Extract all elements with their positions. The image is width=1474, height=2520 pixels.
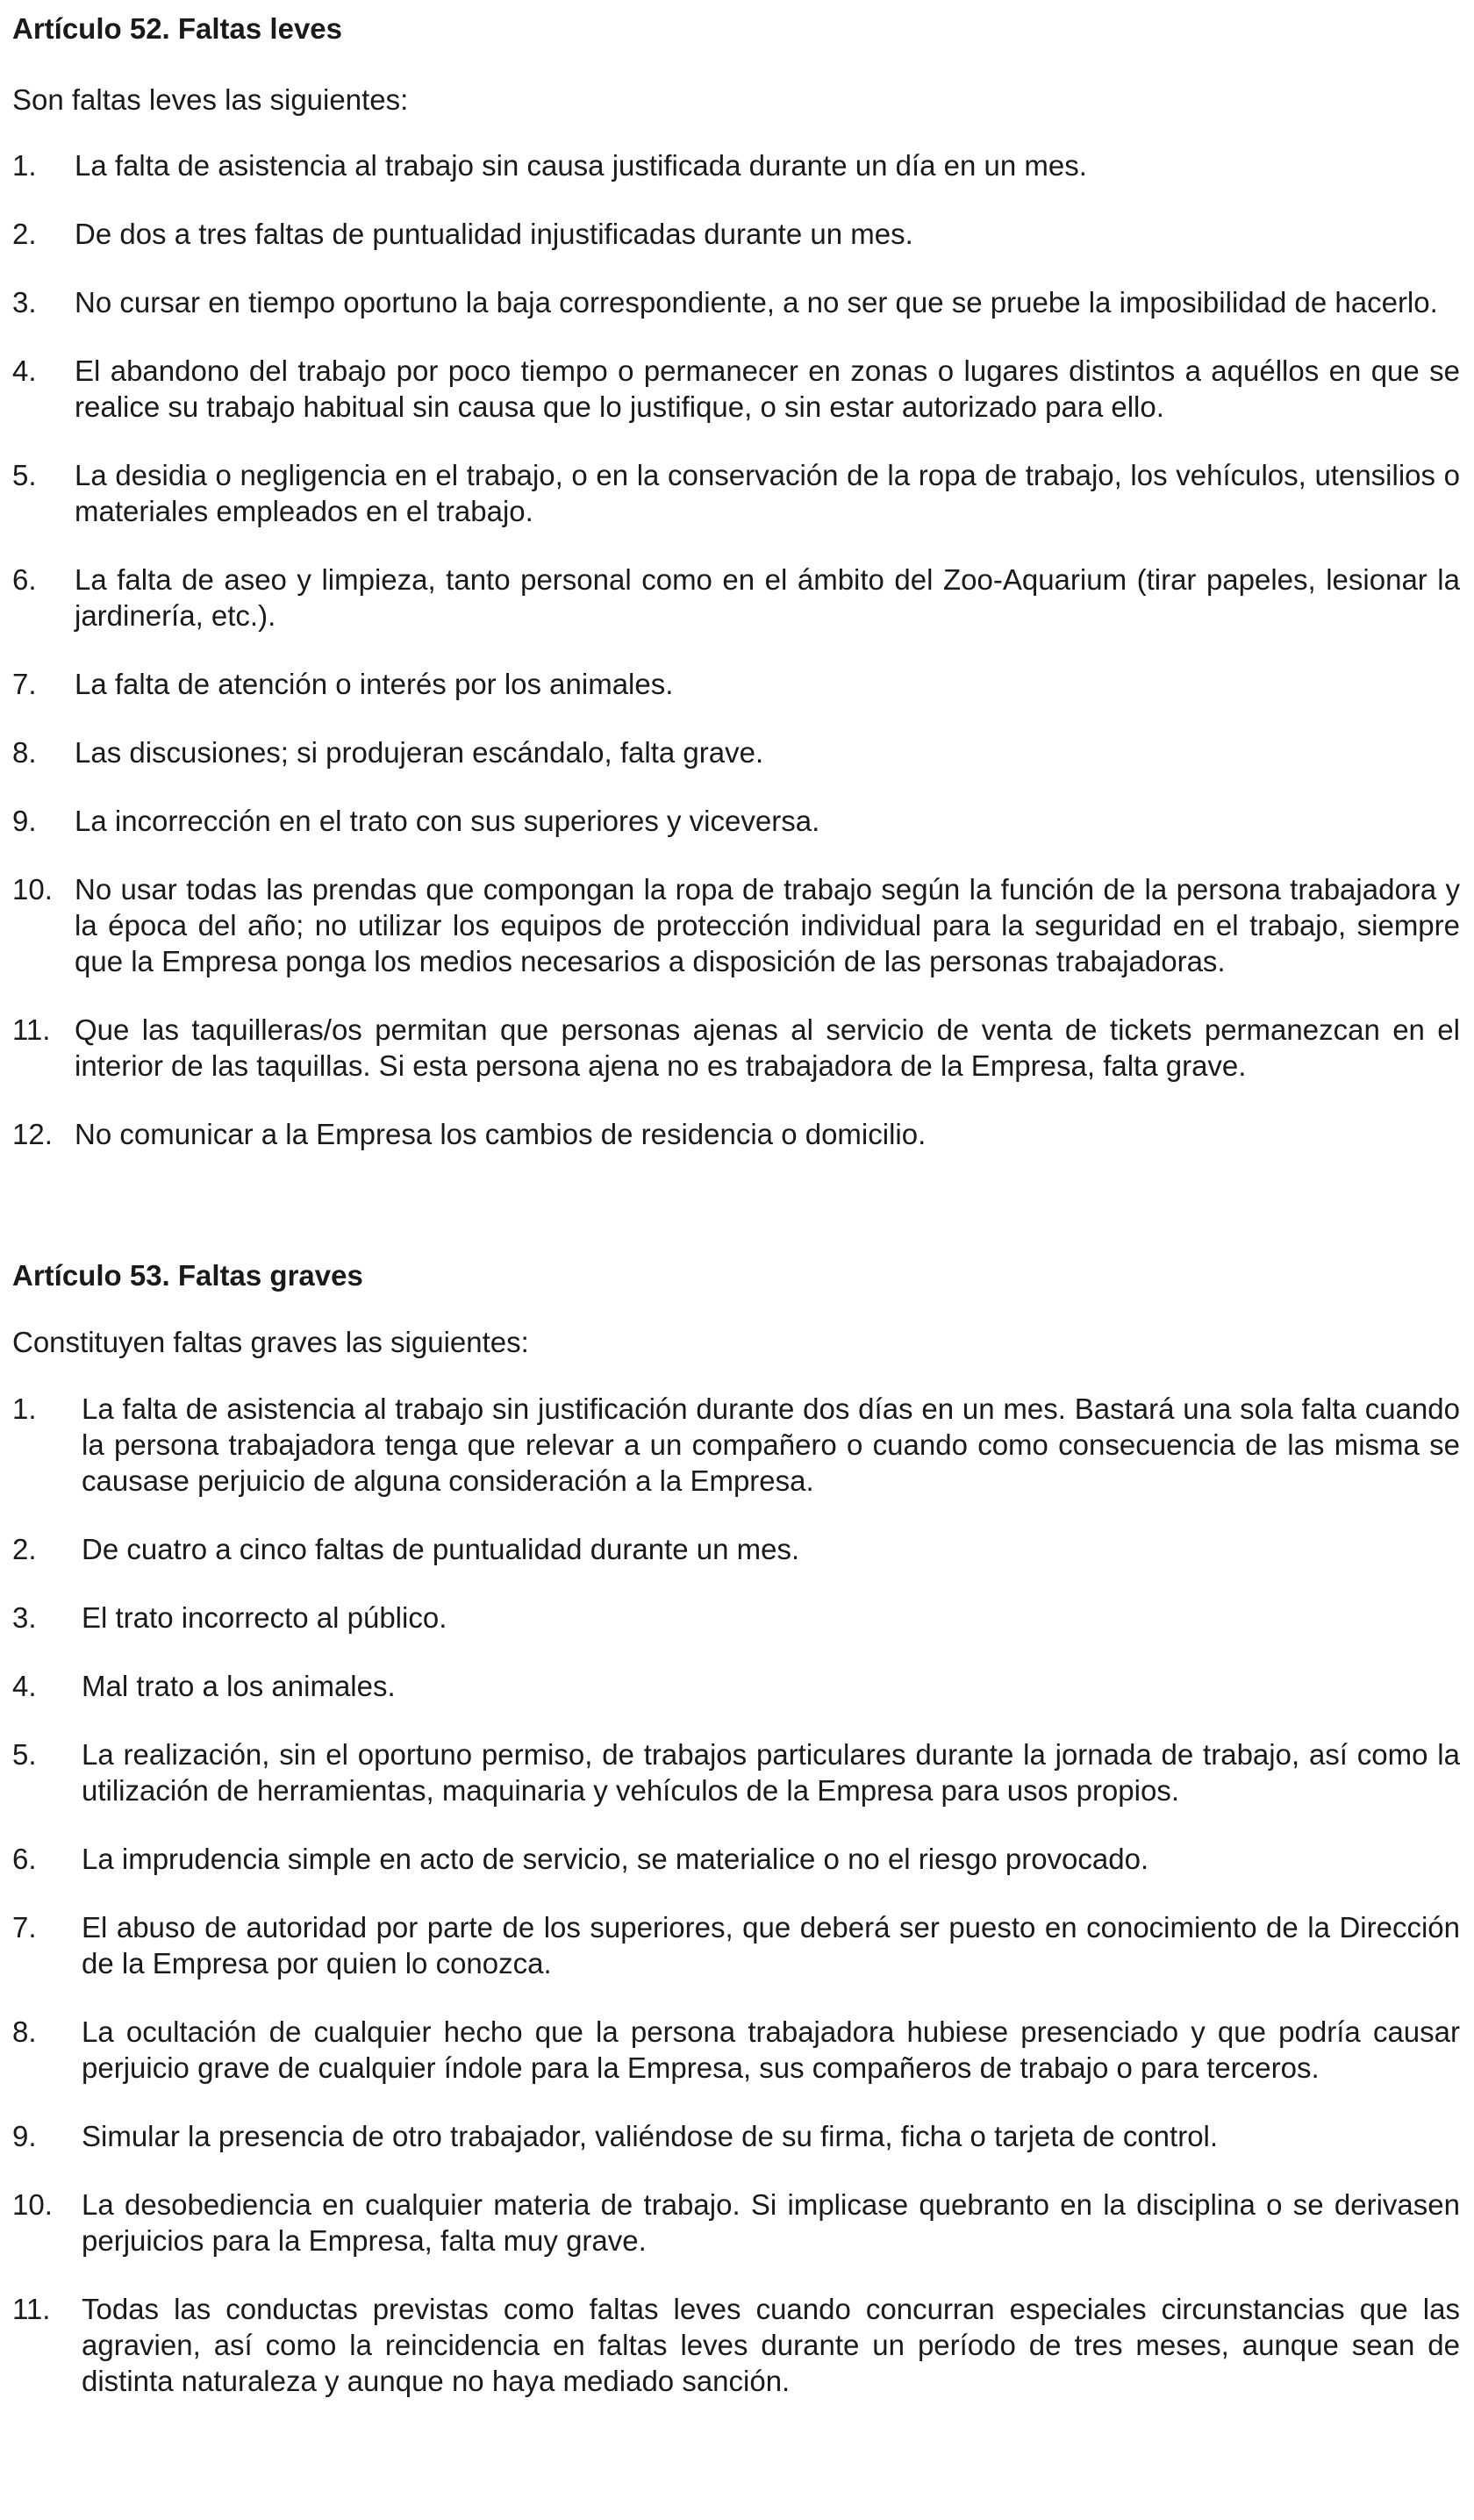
article-53-title: Artículo 53. Faltas graves xyxy=(12,1259,363,1292)
item-text: La falta de atención o interés por los animales. xyxy=(75,668,674,700)
list-item xyxy=(12,1531,1460,1567)
item-number: 4. xyxy=(12,354,37,387)
item-number: 2. xyxy=(12,218,37,250)
item-text: Las discusiones; si produjeran escándalo, falta grave. xyxy=(75,736,764,769)
item-number: 8. xyxy=(12,2015,37,2048)
item-number: 5. xyxy=(12,1738,37,1771)
item-text: La falta de asistencia al trabajo sin justificación durante dos días en un mes. Bastará una sola falta cuando la persona trabajadora tenga que relevar a un compañero o cuando como consecuencia de las misma se causase perjuicio de alguna consideración a la Empresa. xyxy=(82,1392,1460,1497)
article-53-list xyxy=(12,1391,1460,2431)
list-item xyxy=(12,1668,1460,1704)
item-number: 12. xyxy=(12,1118,53,1150)
item-number: 6. xyxy=(12,1843,37,1875)
item-number: 5. xyxy=(12,459,37,491)
article-52-list xyxy=(12,147,1460,1185)
list-item xyxy=(12,2291,1460,2399)
list-item xyxy=(12,2014,1460,2086)
list-item xyxy=(12,1841,1460,1877)
list-item xyxy=(12,147,1460,183)
list-item xyxy=(12,1600,1460,1636)
list-item xyxy=(12,1391,1460,1499)
item-text: El abandono del trabajo por poco tiempo o permanecer en zonas o lugares distintos a aquéllos en que se realice su trabajo habitual sin causa que lo justifique, o sin estar autorizado para ello. xyxy=(75,354,1460,423)
list-item xyxy=(12,2187,1460,2259)
list-item xyxy=(12,353,1460,425)
item-text: De dos a tres faltas de puntualidad injustificadas durante un mes. xyxy=(75,218,913,250)
article-52-intro: Son faltas leves las siguientes: xyxy=(12,83,409,116)
item-number: 6. xyxy=(12,563,37,596)
item-text: La realización, sin el oportuno permiso, de trabajos particulares durante la jornada de trabajo, así como la utilización de herramientas, maquinaria y vehículos de la Empresa para usos propios. xyxy=(82,1738,1460,1807)
item-number: 9. xyxy=(12,805,37,837)
item-number: 2. xyxy=(12,1533,37,1565)
item-text: La incorrección en el trato con sus superiores y viceversa. xyxy=(75,805,820,837)
item-number: 10. xyxy=(12,873,53,906)
item-text: De cuatro a cinco faltas de puntualidad durante un mes. xyxy=(82,1533,800,1565)
item-number: 4. xyxy=(12,1670,37,1702)
item-number: 9. xyxy=(12,2120,37,2152)
item-text: Todas las conductas previstas como faltas leves cuando concurran especiales circunstancias que las agravien, así como la reincidencia en faltas leves durante un período de tres meses, aunque sean de distinta naturaleza y aunque no haya mediado sanción. xyxy=(82,2293,1460,2397)
list-item xyxy=(12,2118,1460,2154)
item-text: No comunicar a la Empresa los cambios de residencia o domicilio. xyxy=(75,1118,927,1150)
list-item xyxy=(12,666,1460,702)
item-text: La falta de aseo y limpieza, tanto personal como en el ámbito del Zoo-Aquarium (tirar papeles, lesionar la jardinería, etc.). xyxy=(75,563,1460,632)
list-item xyxy=(12,562,1460,634)
item-text: La ocultación de cualquier hecho que la persona trabajadora hubiese presenciado y que podría causar perjuicio grave de cualquier índole para la Empresa, sus compañeros de trabajo o para terceros. xyxy=(82,2015,1460,2084)
item-text: El trato incorrecto al público. xyxy=(82,1601,447,1634)
item-text: La imprudencia simple en acto de servicio, se materialice o no el riesgo provocado. xyxy=(82,1843,1149,1875)
item-number: 11. xyxy=(12,2293,51,2325)
list-item xyxy=(12,1012,1460,1084)
item-number: 7. xyxy=(12,1911,37,1944)
item-number: 1. xyxy=(12,1392,37,1425)
list-item xyxy=(12,1116,1460,1152)
item-number: 11. xyxy=(12,1013,51,1046)
list-item xyxy=(12,284,1460,320)
item-text: Simular la presencia de otro trabajador, valiéndose de su firma, ficha o tarjeta de control. xyxy=(82,2120,1219,2152)
item-number: 1. xyxy=(12,149,37,182)
article-52-title: Artículo 52. Faltas leves xyxy=(12,12,343,45)
item-text: El abuso de autoridad por parte de los superiores, que deberá ser puesto en conocimiento de la Dirección de la Empresa por quien lo conozca. xyxy=(82,1911,1460,1979)
item-text: No usar todas las prendas que compongan la ropa de trabajo según la función de la persona trabajadora y la época del año; no utilizar los equipos de protección individual para la seguridad en el trabajo, siempre que la Empresa ponga los medios necesarios a disposición de las personas trabajadoras. xyxy=(75,873,1460,977)
item-text: Mal trato a los animales. xyxy=(82,1670,396,1702)
list-item xyxy=(12,457,1460,529)
item-text: La desidia o negligencia en el trabajo, o en la conservación de la ropa de trabajo, los vehículos, utensilios o materiales empleados en el trabajo. xyxy=(75,459,1460,527)
item-number: 3. xyxy=(12,1601,37,1634)
list-item xyxy=(12,871,1460,979)
list-item xyxy=(12,216,1460,252)
item-number: 7. xyxy=(12,668,37,700)
item-text: Que las taquilleras/os permitan que personas ajenas al servicio de venta de tickets permanezcan en el interior de las taquillas. Si esta persona ajena no es trabajadora de la Empresa, falta grave. xyxy=(75,1013,1460,1082)
item-number: 8. xyxy=(12,736,37,769)
item-number: 3. xyxy=(12,286,37,319)
list-item xyxy=(12,1736,1460,1808)
item-text: No cursar en tiempo oportuno la baja correspondiente, a no ser que se pruebe la imposibilidad de hacerlo. xyxy=(75,286,1438,319)
item-text: La desobediencia en cualquier materia de trabajo. Si implicase quebranto en la disciplina o se derivasen perjuicios para la Empresa, falta muy grave. xyxy=(82,2188,1460,2257)
article-53-intro: Constituyen faltas graves las siguientes: xyxy=(12,1326,529,1358)
list-item xyxy=(12,734,1460,770)
list-item xyxy=(12,803,1460,839)
item-number: 10. xyxy=(12,2188,53,2221)
item-text: La falta de asistencia al trabajo sin causa justificada durante un día en un mes. xyxy=(75,149,1087,182)
list-item xyxy=(12,1909,1460,1981)
